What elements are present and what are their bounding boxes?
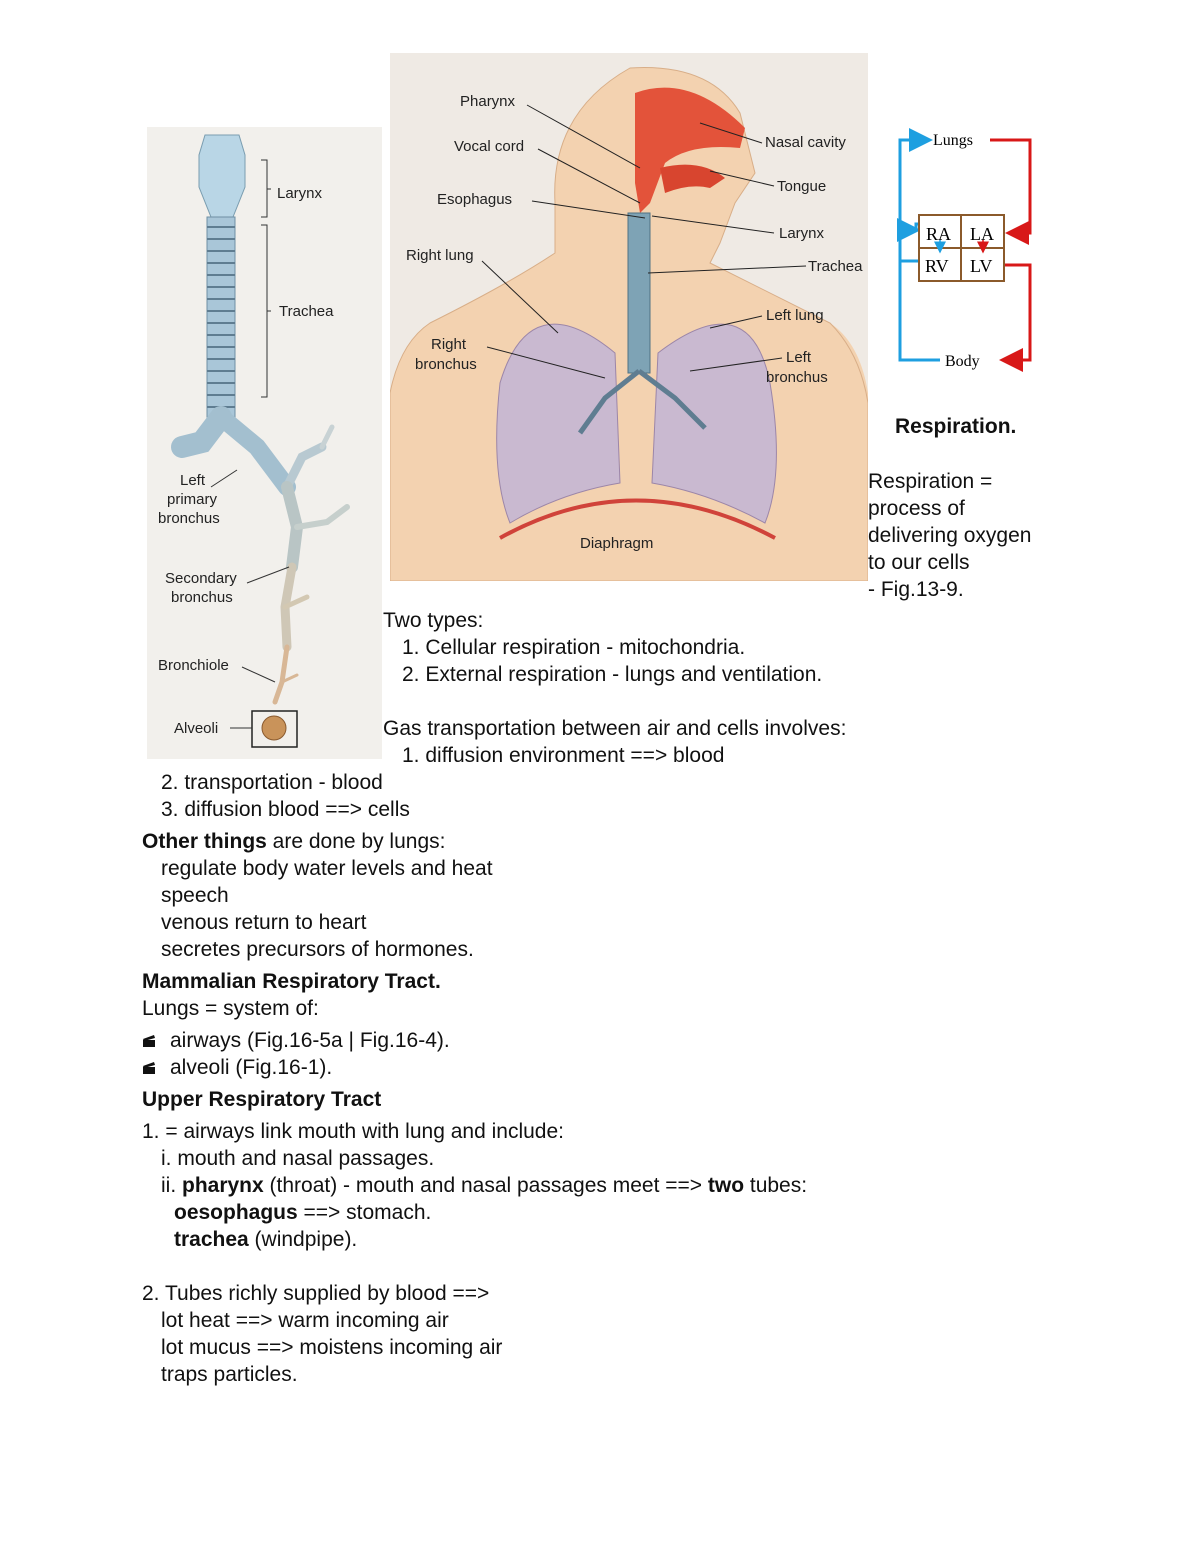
label-larynx: Larynx [277, 185, 323, 202]
clapperboard-icon [142, 1055, 156, 1069]
bullet-item [142, 1054, 807, 1081]
oesophagus-line [142, 1199, 807, 1226]
upper-p2-item: lot heat ==> warm incoming air [161, 1309, 449, 1332]
spacer [142, 1253, 807, 1280]
upper-p1-ii [142, 1172, 807, 1199]
trachea-rings [207, 217, 235, 417]
label-tongue: Tongue [777, 178, 827, 195]
trachea-tube [628, 213, 650, 373]
label-esophagus: Esophagus [437, 191, 513, 208]
trachea-bronchial-tree-figure [147, 127, 382, 759]
upper-p2-item: lot mucus ==> moistens incoming air [161, 1336, 503, 1359]
text-run: (windpipe). [248, 1228, 358, 1251]
gas-item: 1. diffusion environment ==> blood [402, 744, 725, 767]
label-right-lung: Right lung [406, 247, 474, 264]
ra-label: RA [926, 224, 952, 244]
definition-line: to our cells [868, 551, 970, 574]
label-left: Left [786, 349, 812, 366]
larynx-shape [199, 135, 245, 217]
label-secondary-bronchus: bronchus [171, 589, 233, 606]
bullet-text: airways (Fig.16-5a | Fig.16-4). [170, 1029, 450, 1052]
label-primary: primary [167, 491, 218, 508]
other-item: secretes precursors of hormones. [161, 938, 474, 961]
mammalian-intro: Lungs = system of: [142, 997, 319, 1020]
gas-item: 2. transportation - blood [161, 771, 383, 794]
two-types-section [383, 607, 846, 769]
upper-p2: 2. Tubes richly supplied by blood ==> [142, 1282, 490, 1305]
lungs-label: Lungs [933, 132, 973, 149]
mammalian-heading: Mammalian Respiratory Tract. [142, 970, 441, 993]
label-left: Left [180, 472, 206, 489]
gas-intro: Gas transportation between air and cells involves: [383, 717, 847, 740]
alveoli-cluster [262, 716, 286, 740]
circulation-diagram [890, 128, 1040, 378]
upper-p2-item: traps particles. [161, 1363, 298, 1386]
rv-label: RV [925, 256, 949, 276]
label-left-bronchus: bronchus [766, 369, 828, 386]
other-item: regulate body water levels and heat [161, 857, 493, 880]
definition-line: Respiration = [868, 470, 993, 493]
text-run: ==> stomach. [297, 1201, 432, 1224]
label-bronchiole: Bronchiole [158, 657, 229, 674]
text-run: (throat) - mouth and nasal passages meet ==> [263, 1174, 708, 1197]
la-label: LA [970, 224, 994, 244]
main-text-column [142, 769, 807, 1388]
label-nasal-cavity: Nasal cavity [765, 134, 846, 151]
trachea-bold: trachea [174, 1228, 249, 1251]
two-types-item: 1. Cellular respiration - mitochondria. [402, 636, 746, 659]
other-item: venous return to heart [161, 911, 367, 934]
label-left-lung: Left lung [766, 307, 824, 324]
oesophagus-bold: oesophagus [174, 1201, 298, 1224]
text-run: ii. [161, 1174, 182, 1197]
two-bold: two [707, 1174, 745, 1197]
definition-line: delivering oxygen [868, 524, 1032, 547]
pharynx-bold: pharynx [182, 1174, 264, 1197]
label-larynx-torso: Larynx [779, 225, 825, 242]
label-right: Right [431, 336, 467, 353]
respiratory-system-torso-figure [390, 53, 868, 581]
respiration-heading: Respiration. [895, 415, 1017, 438]
bullet-item [142, 1027, 807, 1054]
label-bronchus: bronchus [158, 510, 220, 527]
text-run: tubes: [744, 1174, 808, 1197]
lv-to-body-arrow [1002, 265, 1030, 360]
lv-label: LV [970, 256, 993, 276]
label-pharynx: Pharynx [460, 93, 516, 110]
other-things-rest: are done by lungs: [266, 830, 446, 853]
other-things-line [142, 828, 807, 855]
label-secondary: Secondary [165, 570, 237, 587]
trachea-line [142, 1226, 807, 1253]
upper-heading: Upper Respiratory Tract [142, 1088, 382, 1111]
bullet-text: alveoli (Fig.16-1). [170, 1056, 333, 1079]
other-things-bold: Other things [142, 830, 267, 853]
two-types-intro: Two types: [383, 609, 484, 632]
definition-line: - Fig.13-9. [868, 578, 964, 601]
spacer [383, 688, 846, 715]
label-alveoli: Alveoli [174, 720, 219, 737]
label-trachea: Trachea [279, 303, 334, 320]
gas-item: 3. diffusion blood ==> cells [161, 798, 410, 821]
label-vocal-cord: Vocal cord [454, 138, 525, 155]
label-diaphragm: Diaphragm [580, 535, 654, 552]
upper-p1: 1. = airways link mouth with lung and include: [142, 1120, 564, 1143]
respiration-definition [868, 468, 1031, 603]
label-trachea-torso: Trachea [808, 258, 863, 275]
other-item: speech [161, 884, 229, 907]
body-label: Body [945, 353, 980, 370]
two-types-item: 2. External respiration - lungs and ventilation. [402, 663, 823, 686]
upper-p1-i: i. mouth and nasal passages. [161, 1147, 435, 1170]
clapperboard-icon [142, 1028, 156, 1042]
definition-line: process of [868, 497, 965, 520]
label-right-bronchus: bronchus [415, 356, 477, 373]
